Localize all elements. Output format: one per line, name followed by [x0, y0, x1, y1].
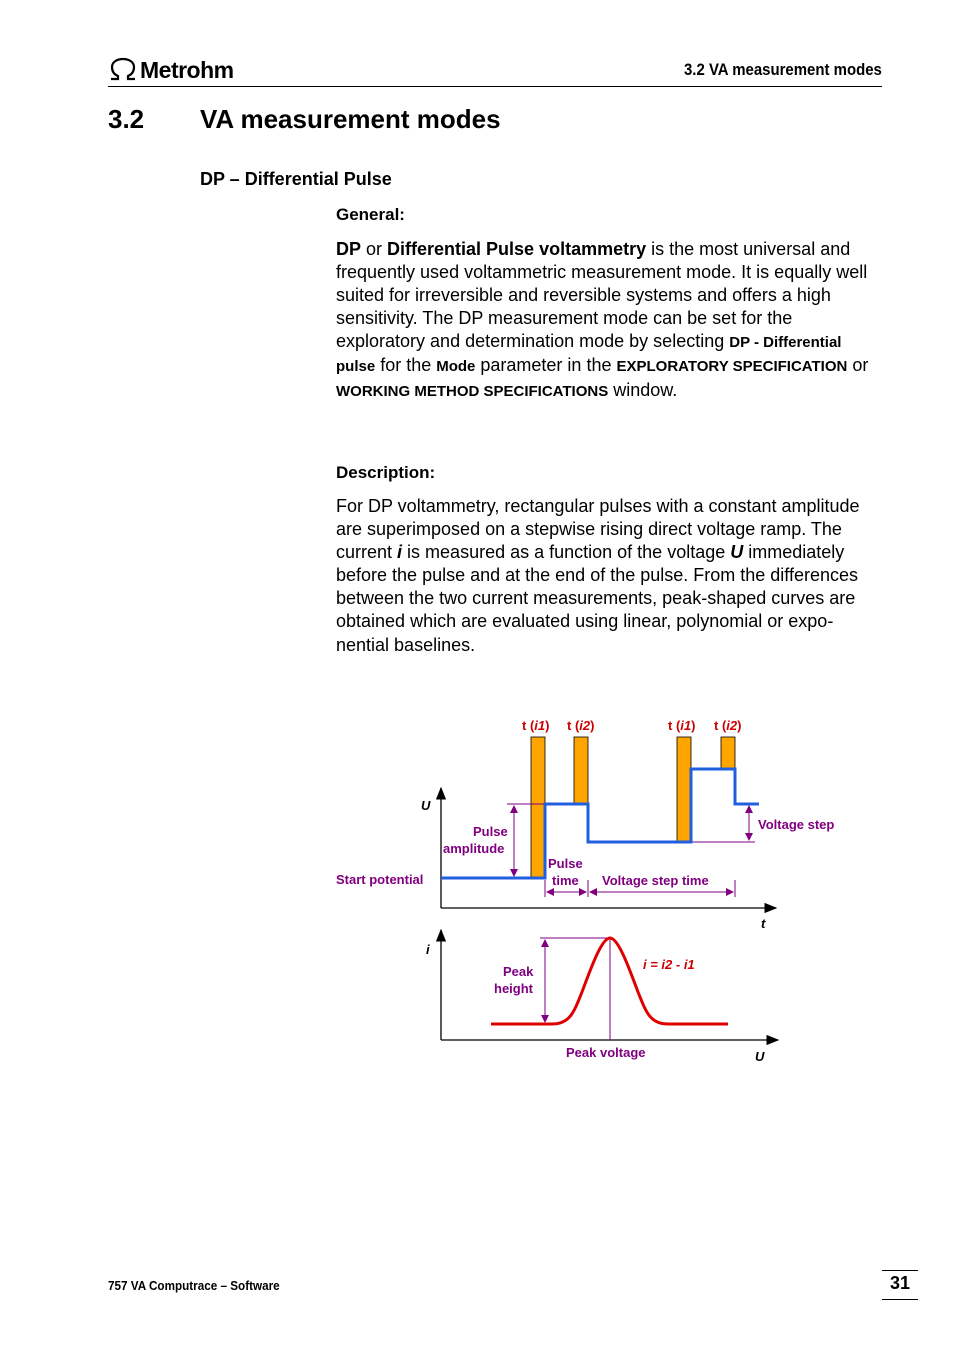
exploratory-spec-term: EXPLORATORY SPECIFICATION: [616, 358, 848, 376]
axis-label-u: U: [421, 798, 431, 813]
general-paragraph: [336, 238, 884, 403]
label-voltage-step: Voltage step: [758, 817, 835, 832]
mode-term: Mode: [436, 358, 476, 376]
dp-waveform-diagram: [320, 700, 835, 1080]
symbol-u: U: [730, 542, 744, 563]
term-dp: DP: [336, 239, 362, 259]
page-number: 31: [889, 1273, 911, 1293]
label-peak-height-1: Peak: [503, 964, 534, 979]
description-paragraph: [336, 495, 884, 657]
text-or-2: or: [847, 355, 869, 376]
label-pulse-amplitude-2: amplitude: [443, 841, 505, 856]
footer-product: 757 VA Computrace – Software: [108, 1278, 280, 1293]
text-param: parameter in the: [475, 355, 617, 376]
metrohm-logo: [108, 56, 234, 84]
label-pulse-amplitude-1: Pulse: [473, 824, 508, 839]
general-label: General:: [336, 205, 405, 224]
text-for-the: for the: [375, 355, 437, 376]
text-window: window.: [608, 379, 678, 400]
general-text-1: is the most universal and frequently used voltammetric measurement mode. It is equally well suited for irreversible and reversible systems and offers a high sensitivity. The DP measurement mode can be set for the exploratory and determination mode by selecting: [336, 239, 868, 352]
subsection-title: DP – Differential Pulse: [200, 169, 392, 189]
label-pulse-time-2: time: [552, 873, 579, 888]
label-peak-height-2: height: [494, 981, 533, 996]
term-dpv: Differential Pulse voltammetry: [387, 239, 647, 259]
measurement-bar-i1-first: [531, 737, 545, 879]
label-t-i2-first: t (i2): [567, 718, 595, 733]
header-section-ref: 3.2 VA measurement modes: [684, 60, 882, 79]
axis-label-u-lower: U: [755, 1049, 765, 1064]
axis-label-i: i: [426, 942, 430, 957]
label-start-potential: Start potential: [336, 872, 424, 887]
section-title: [108, 104, 501, 135]
label-t-i2-second: t (i2): [714, 718, 742, 733]
label-formula: i = i2 - i1: [643, 957, 695, 972]
label-t-i1-second: t (i1): [668, 718, 696, 733]
label-peak-voltage: Peak voltage: [566, 1045, 646, 1060]
text-or: or: [361, 239, 388, 259]
label-t-i1-first: t (i1): [522, 718, 550, 733]
description-text-1: For DP voltammetry, rectangular pulses with a constant amplitude are superimposed on a stepwise rising direct voltage ramp. The current: [336, 496, 860, 563]
description-text-3: immediately before the pulse and at the end of the pulse. From the differences between the two current measurements, peak-shaped curves are obtained which are evaluated using linear, polynomial or expo-nential baselines.: [336, 542, 859, 655]
axis-label-t: t: [761, 916, 766, 931]
measurement-bar-i1-second: [677, 737, 691, 842]
description-label: Description:: [336, 463, 436, 482]
symbol-i: i: [397, 542, 403, 563]
measurement-bar-i2-second: [721, 737, 735, 768]
mode-value: DP - Differential pulse: [336, 334, 842, 376]
label-voltage-step-time: Voltage step time: [602, 873, 709, 888]
logo-text: Metrohm: [140, 56, 234, 83]
section-title-text: VA measurement modes: [200, 104, 501, 134]
measurement-bar-i2-first: [574, 737, 588, 803]
description-text-2: is measured as a function of the voltage: [402, 542, 731, 563]
label-pulse-time-1: Pulse: [548, 856, 583, 871]
section-number: 3.2: [108, 104, 145, 134]
header-divider: [108, 86, 882, 87]
omega-logo-icon: [108, 57, 138, 83]
working-method-term: WORKING METHOD SPECIFICATIONS: [336, 382, 609, 400]
